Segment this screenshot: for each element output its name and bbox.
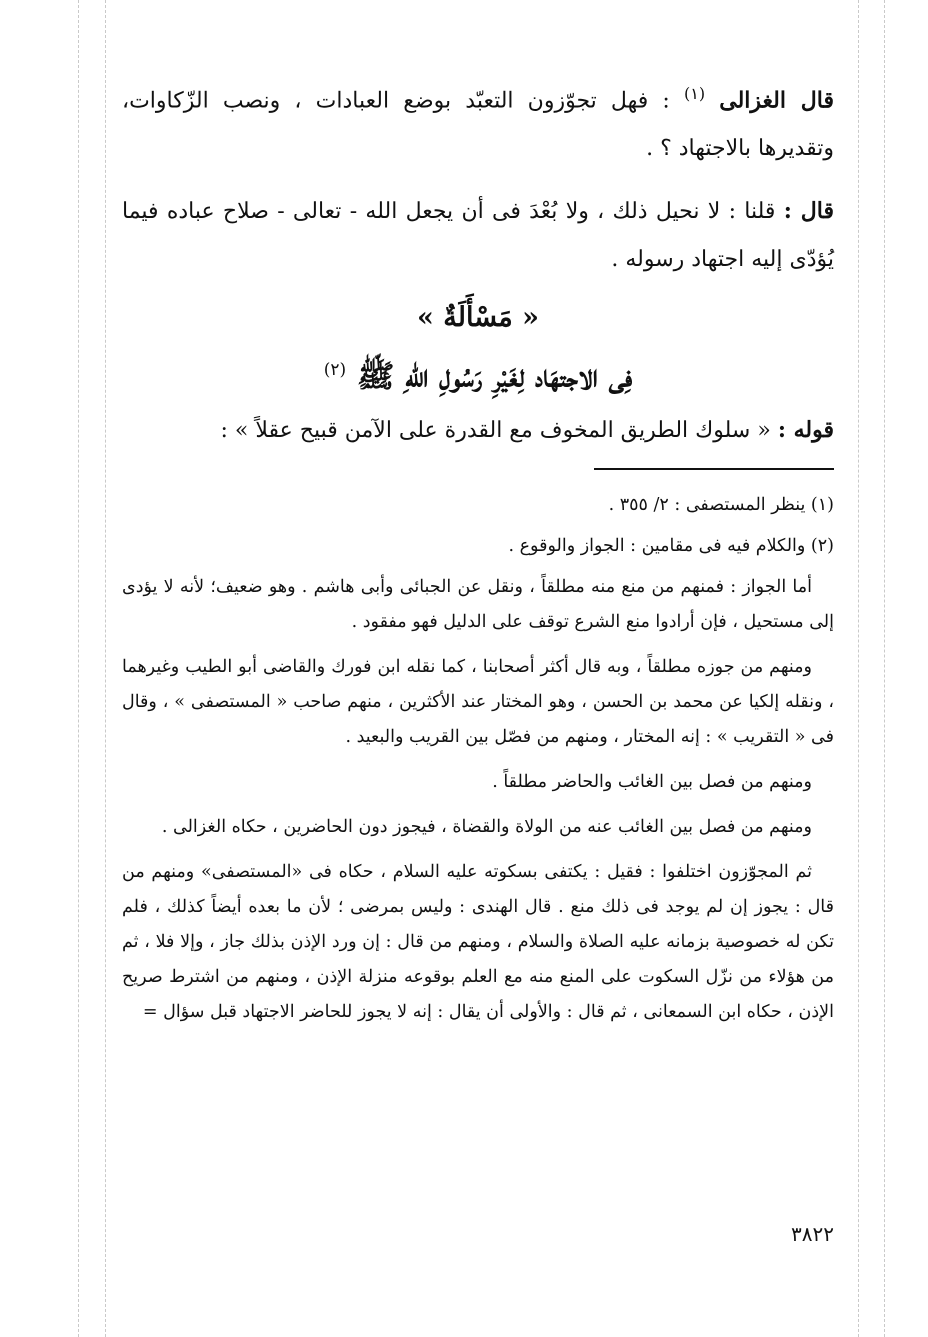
section-title xyxy=(122,344,834,402)
paragraph-lead: قال : xyxy=(783,198,834,225)
paragraph-lead: قال الغزالى xyxy=(719,87,835,114)
page-content xyxy=(122,70,834,1040)
footnote-paragraph-4: ومنهم من فصل بين الغائب عنه من الولاة والقضاة ، فيجوز دون الحاضرين ، حكاه الغزالى . xyxy=(161,816,812,837)
main-paragraph-1 xyxy=(122,70,834,173)
left-margin-line-2 xyxy=(105,0,106,1337)
footnote-mark: (٢) xyxy=(323,360,347,381)
footnote-mark: (١) xyxy=(684,84,706,103)
main-paragraph-2 xyxy=(122,187,834,284)
left-margin-line-1 xyxy=(78,0,79,1337)
quote-lead: قوله : xyxy=(777,416,834,443)
section-title-text: فِى الاجتهَاد لِغَيْرِ رَسُولِ اللهِ ﷺ xyxy=(356,358,633,395)
footnote-paragraph-1: أما الجواز : فمنهم من منع منه مطلقاً ، ونقل عن الجبائى وأبى هاشم . وهو ضعيف؛ لأنه لا يؤدى إلى مستحيل ، فإن أرادوا منع الشرع توقف على الدليل فهو مفقود . xyxy=(122,576,834,632)
footnote-paragraph-5: ثم المجوّزون اختلفوا : فقيل : يكتفى بسكوته عليه السلام ، حكاه فى «المستصفى» ومنهم من قال : يجوز إن لم يوجد فى ذلك منع . قال الهندى : وليس بمرضى ؛ لأن ما بعده أيضاً كذلك ، فلم تكن له خصوصية بزمانه عليه الصلاة والسلام ، ومنهم من قال : إن ورد الإذن بذلك جاز ، وإلا فلا ، ثم من هؤلاء من نزّل السكوت على المنع منه مع العلم بوقوعه منزلة الإذن ، ومنهم من اشترط صريح الإذن ، حكاه ابن السمعانى ، ثم قال : والأولى أن يقال : إنه لا يجوز للحاضر الاجتهاد قبل سؤال = xyxy=(122,861,834,1022)
footnote-2: (٢) والكلام فيه فى مقامين : الجواز والوقوع . xyxy=(508,535,834,556)
paragraph-text: : فهل تجوّزون التعبّد بوضع العبادات ، ونصب الزّكاوات، وتقديرها بالاجتهاد ؟ . xyxy=(122,88,834,162)
paragraph-text: قلنا : لا نحيل ذلك ، ولا بُعْدَ فى أن يجعل الله - تعالى - صلاح عباده فيما يُؤدّى إليه اجتهاد رسوله . xyxy=(122,199,834,273)
right-margin-line-1 xyxy=(858,0,859,1337)
footnote-paragraph-2: ومنهم من جوزه مطلقاً ، وبه قال أكثر أصحابنا ، كما نقله ابن فورك والقاضى أبو الطيب وغيرهما ، ونقله إلكيا عن محمد بن الحسن ، وهو المختار عند الأكثرين ، منهم صاحب « المستصفى » ، وقال فى « التقريب » : إنه المختار ، ومنهم من فصّل بين القريب والبعيد . xyxy=(122,656,834,747)
quote-text: « سلوك الطريق المخوف مع القدرة على الآمن قبيح عقلاً » : xyxy=(220,417,771,443)
footnote-separator xyxy=(594,468,834,470)
right-margin-line-2 xyxy=(884,0,885,1337)
footnote-1: (١) ينظر المستصفى : ٢/ ٣٥٥ . xyxy=(608,494,834,515)
section-heading-masala: « مَسْأَلَةٌ » xyxy=(416,302,540,334)
page-number: ٣٨٢٢ xyxy=(791,1222,834,1246)
footnote-paragraph-3: ومنهم من فصل بين الغائب والحاضر مطلقاً . xyxy=(492,771,812,792)
quoted-line xyxy=(122,407,834,454)
